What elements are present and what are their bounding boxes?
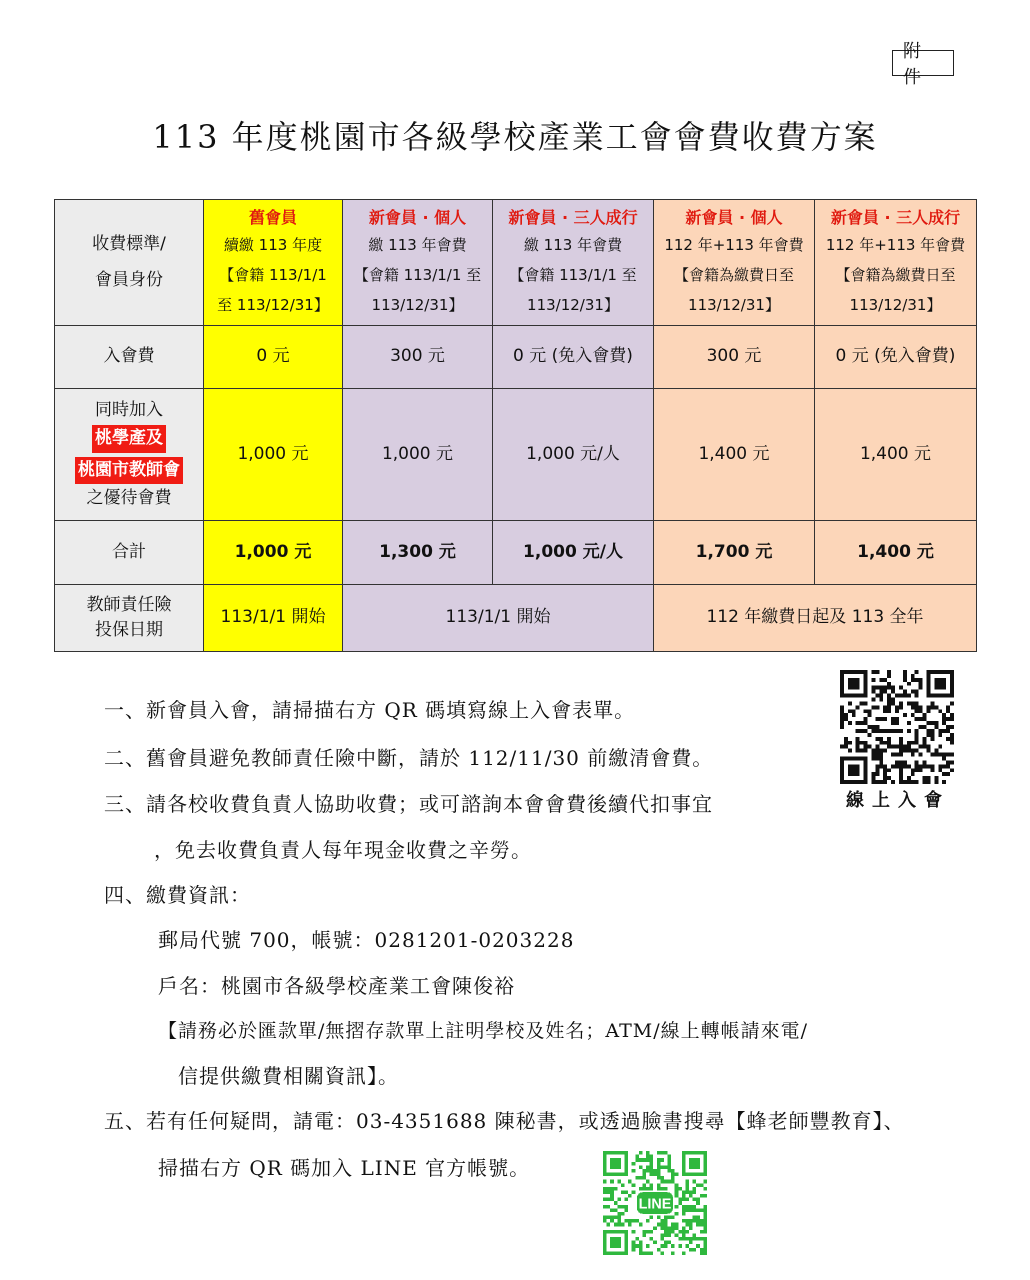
- note-4-reminder-cont: 信提供繳費相關資訊】。: [178, 1064, 399, 1088]
- table-cell: 1,400 元: [815, 389, 977, 521]
- table-cell: 0 元 (免入會費): [815, 326, 977, 389]
- column-desc: 112 年+113 年會費: [664, 235, 804, 254]
- header-label-line: 收費標準/: [92, 234, 166, 254]
- table-cell: 0 元 (免入會費): [493, 326, 654, 389]
- column-desc: 【會籍 113/1/1 至: [353, 265, 482, 284]
- row-label: [55, 389, 204, 521]
- column-title: 新會員 · 三人成行: [830, 207, 961, 227]
- column-title: 新會員 · 個人: [368, 207, 467, 227]
- header-old-member: [204, 200, 343, 326]
- table-row: [55, 200, 977, 326]
- note-3-cont: ，免去收費負責人每年現金收費之辛勞。: [154, 838, 532, 862]
- column-desc: 113/12/31】: [527, 295, 619, 314]
- table-cell: 300 元: [343, 326, 493, 389]
- column-desc: 【會籍 113/1/1 至: [509, 265, 637, 284]
- highlight-tag: 桃園市教師會: [75, 457, 183, 485]
- row-label: 入會費: [55, 326, 204, 389]
- note-2: 二、舊會員避免教師責任險中斷，請於 112/11/30 前繳清會費。: [104, 746, 714, 770]
- header-new-individual-113: [343, 200, 493, 326]
- table-cell: 300 元: [654, 326, 815, 389]
- note-5-cont: 掃描右方 QR 碼加入 LINE 官方帳號。: [158, 1156, 531, 1180]
- column-title: 舊會員: [248, 207, 297, 227]
- column-desc: 繳 113 年會費: [523, 235, 623, 254]
- line-logo-text: LINE: [638, 1196, 672, 1213]
- table-cell: 1,000 元: [204, 521, 343, 585]
- header-label-cell: [55, 200, 204, 326]
- header-label-line: 會員身份: [95, 269, 163, 290]
- table-cell: 1,400 元: [654, 389, 815, 521]
- column-title: 新會員 · 三人成行: [508, 207, 638, 227]
- table-cell: 0 元: [204, 326, 343, 389]
- table-cell: 1,300 元: [343, 521, 493, 585]
- note-3: 三、請各校收費負責人協助收費；或可諮詢本會會費後續代扣事宜: [104, 792, 713, 816]
- join-qr-label: 線上入會: [846, 790, 950, 811]
- note-5: 五、若有任何疑問，請電：03-4351688 陳秘書，或透過臉書搜尋【蜂老師豐教育】、: [104, 1109, 905, 1133]
- table-row: [55, 389, 977, 521]
- table-cell: 113/1/1 開始: [343, 585, 654, 652]
- row-label-line: 教師責任險: [86, 594, 172, 615]
- row-label-line: 同時加入: [95, 399, 163, 420]
- table-row: [55, 521, 977, 585]
- table-cell: 1,400 元: [815, 521, 977, 585]
- table-cell: 112 年繳費日起及 113 全年: [654, 585, 977, 652]
- row-label: 合計: [55, 521, 204, 585]
- attachment-label: 附 件: [892, 50, 954, 76]
- column-desc: 【會籍 113/1/1: [219, 265, 327, 284]
- column-desc: 112 年+113 年會費: [825, 235, 966, 254]
- row-label-line: 之優待會費: [86, 488, 172, 508]
- note-1: 一、新會員入會，請掃描右方 QR 碼填寫線上入會表單。: [104, 698, 636, 722]
- column-desc: 【會籍為繳費日至: [673, 265, 794, 284]
- note-4: 四、繳費資訊：: [104, 883, 251, 907]
- note-4-postal: 郵局代號 700，帳號：0281201-0203228: [158, 928, 575, 952]
- table-cell: 1,000 元/人: [493, 389, 654, 521]
- row-label: [55, 585, 204, 652]
- column-title: 新會員 · 個人: [685, 207, 783, 227]
- table-cell: 1,000 元: [343, 389, 493, 521]
- column-desc: 【會籍為繳費日至: [835, 265, 956, 284]
- column-desc: 113/12/31】: [371, 295, 464, 314]
- column-desc: 至 113/12/31】: [217, 295, 329, 314]
- column-desc: 續繳 113 年度: [223, 235, 323, 254]
- join-qr-code[interactable]: [840, 670, 954, 784]
- note-4-account-name: 戶名：桃園市各級學校產業工會陳俊裕: [158, 974, 515, 998]
- header-new-group-112: [815, 200, 977, 326]
- fee-table: [54, 199, 977, 652]
- note-4-reminder: 【請務必於匯款單/無摺存款單上註明學校及姓名；ATM/線上轉帳請來電/: [158, 1020, 809, 1042]
- page-title: 113 年度桃園市各級學校產業工會會費收費方案: [152, 118, 878, 156]
- column-desc: 113/12/31】: [688, 295, 780, 314]
- line-qr-code[interactable]: [603, 1151, 707, 1255]
- table-row: [55, 326, 977, 389]
- table-cell: 1,700 元: [654, 521, 815, 585]
- column-desc: 繳 113 年會費: [368, 235, 467, 254]
- table-cell: 113/1/1 開始: [204, 585, 343, 652]
- table-cell: 1,000 元: [204, 389, 343, 521]
- table-cell: 1,000 元/人: [493, 521, 654, 585]
- header-new-individual-112: [654, 200, 815, 326]
- table-row: [55, 585, 977, 652]
- column-desc: 113/12/31】: [849, 295, 942, 314]
- header-new-group-113: [493, 200, 654, 326]
- highlight-tag: 桃學產及: [92, 425, 166, 453]
- row-label-line: 投保日期: [95, 620, 163, 640]
